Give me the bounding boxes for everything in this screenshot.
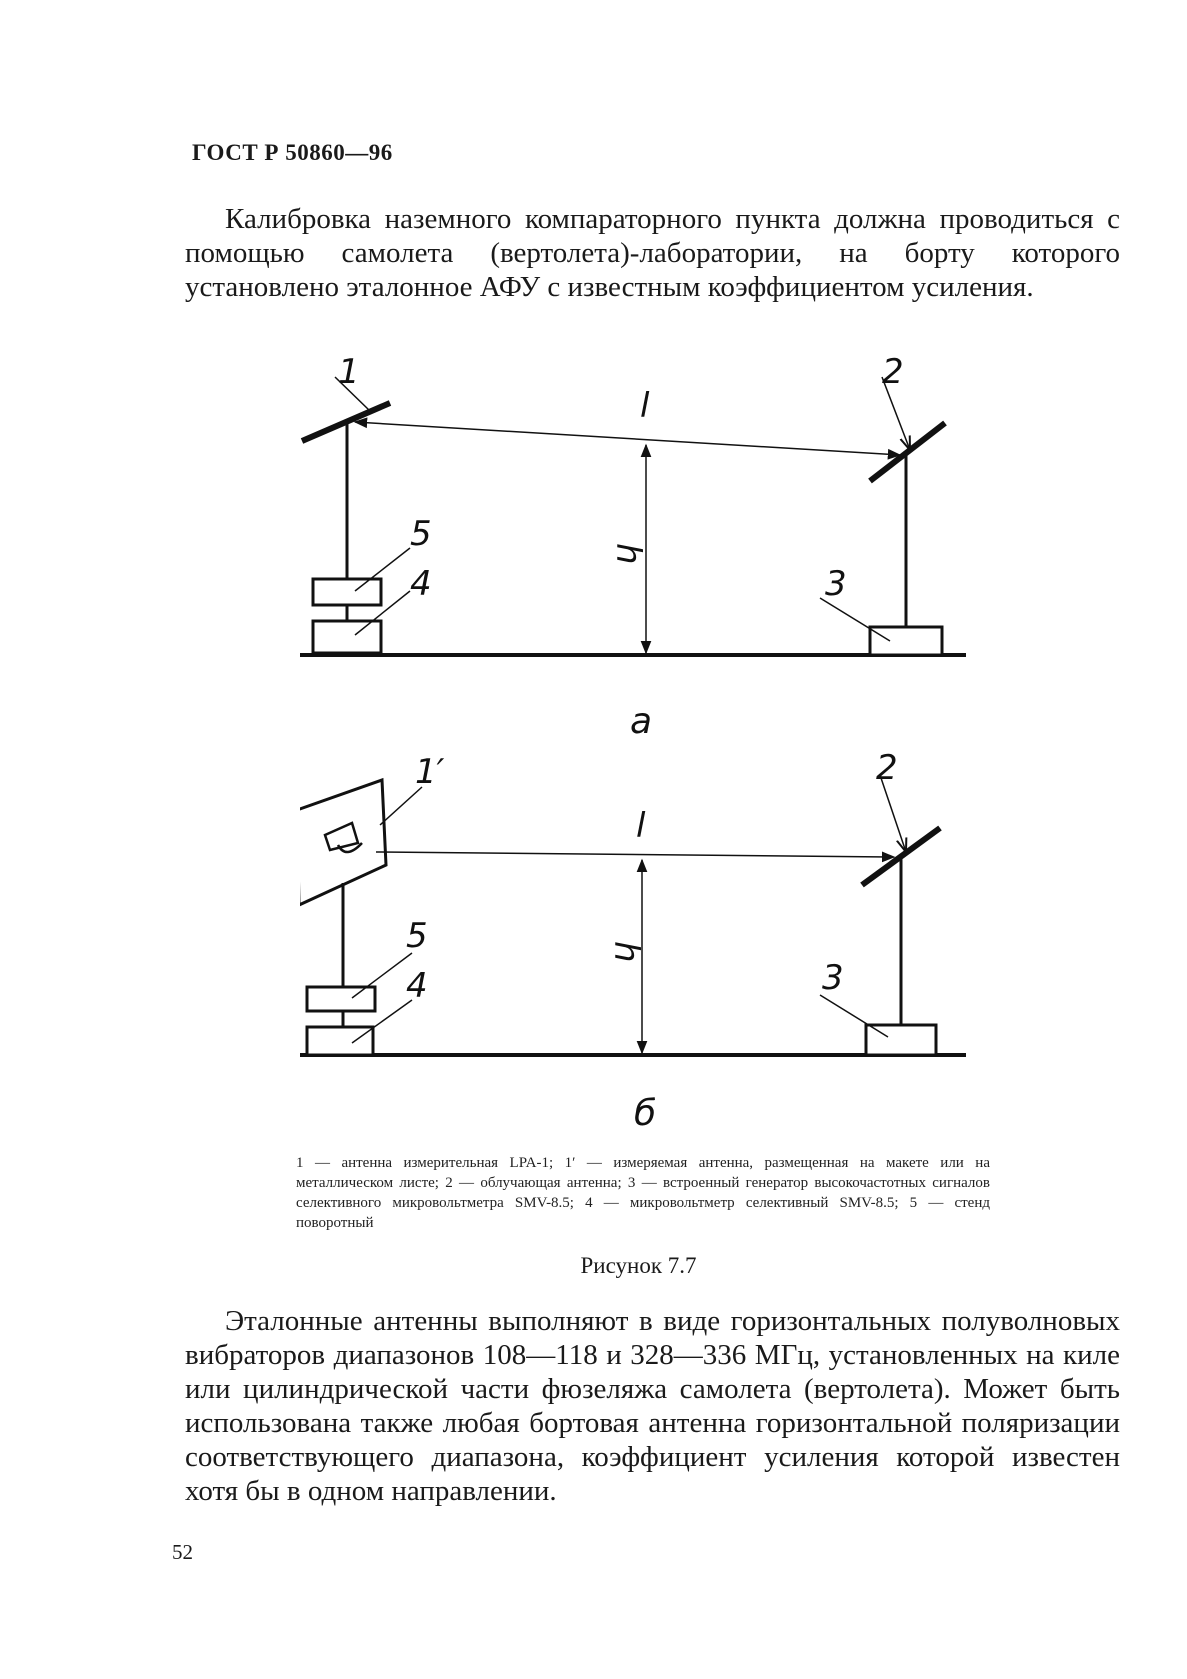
document-header: ГОСТ Р 50860—96 [192, 140, 393, 165]
figure-title: Рисунок 7.7 [580, 1253, 697, 1278]
diagram-a [300, 355, 966, 742]
label-4-a: 4 [410, 564, 432, 604]
leader-1-prime-b [380, 787, 422, 825]
paragraph-calibration: Калибровка наземного компараторного пункта должна проводиться с помощью самолета (вертолета)-лаборатории, на борту которого установлено эталонное АФУ с известным коэффициентом усиления. [185, 203, 1120, 303]
stand-5-b [307, 987, 375, 1011]
voltmeter-4-a [313, 621, 381, 653]
stand-5-a [313, 579, 381, 605]
voltmeter-4-b [307, 1027, 373, 1055]
sublabel-b: б [634, 1093, 657, 1134]
distance-arrow-a [355, 422, 900, 455]
generator-3-a [870, 627, 942, 655]
distance-arrow-b [376, 852, 894, 857]
label-distance-a: l [640, 386, 650, 426]
label-5-b: 5 [406, 916, 428, 956]
leader-5-b [352, 953, 412, 998]
label-4-b: 4 [406, 966, 428, 1006]
label-1-a: 1 [338, 355, 360, 392]
label-2-b: 2 [876, 748, 898, 788]
diagram-b [300, 748, 966, 1134]
label-3-b: 3 [822, 958, 844, 998]
leader-3-b [820, 995, 888, 1037]
sublabel-a: а [630, 701, 653, 742]
label-distance-b: l [636, 806, 646, 846]
page-number: 52 [172, 1540, 193, 1564]
figure-caption: 1 — антенна измерительная LPA-1; 1′ — измеряемая антенна, размещенная на макете или на металлическом листе; 2 — облучающая антенна; 3 — встроенный генератор высокочастотных сигналов селективного микровольтметра SMV-8.5; 4 — микровольтметр селективный SMV-8.5; 5 — стенд поворотный [296, 1155, 990, 1231]
figure-diagrams [300, 355, 1060, 1135]
label-5-a: 5 [410, 514, 432, 554]
leader-3-a [820, 598, 890, 641]
label-2-a: 2 [882, 355, 904, 392]
label-1-prime-b: 1′ [415, 752, 445, 792]
label-3-a: 3 [825, 564, 847, 604]
figure-7-7 [300, 355, 1060, 1135]
paragraph-reference-antennas: Эталонные антенны выполняют в виде горизонтальных полуволновых вибраторов диапазонов 108—118 и 328—336 МГц, установленных на киле или цилиндрической части фюзеляжа самолета (вертолета). Может быть использована также любая бортовая антенна горизонтальной поляризации соответствующего диапазона, коэффициент усиления которой известен хотя бы в одном направлении. [185, 1305, 1120, 1507]
label-height-a: h [608, 543, 648, 565]
label-height-b: h [606, 941, 646, 963]
